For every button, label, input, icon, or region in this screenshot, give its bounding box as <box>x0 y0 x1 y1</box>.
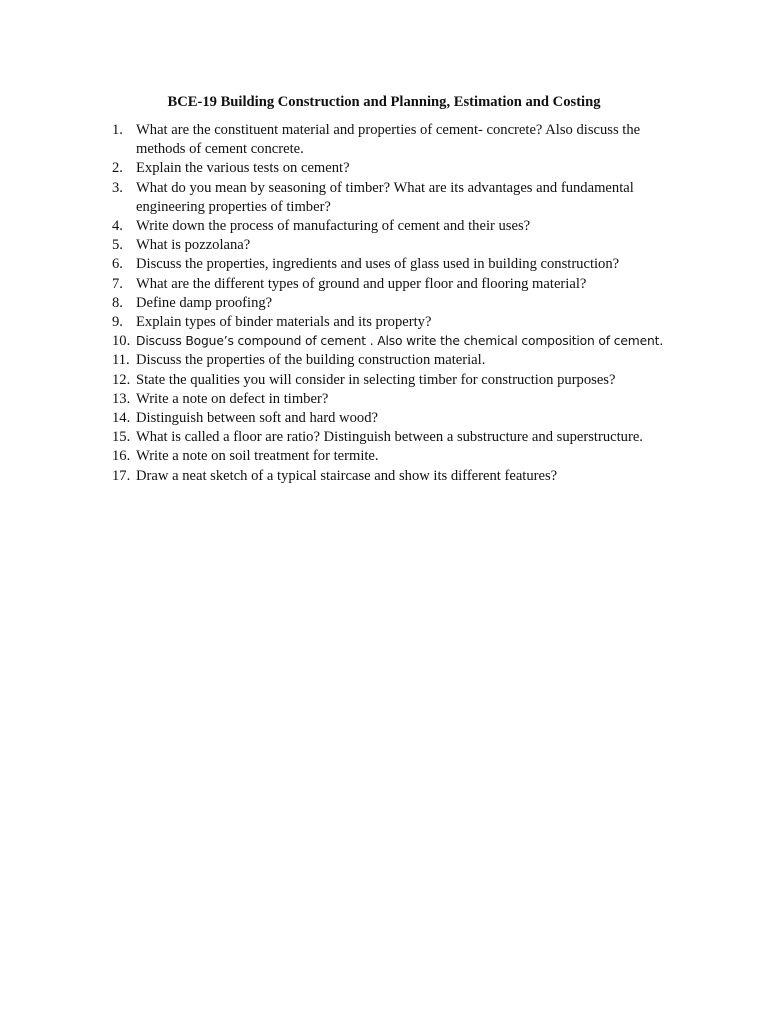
question-number: 8. <box>112 294 123 311</box>
question-number: 7. <box>112 275 123 292</box>
question-item <box>112 179 672 217</box>
question-text: Distinguish between soft and hard wood? <box>136 410 378 427</box>
question-item <box>112 159 672 178</box>
question-number: 10. <box>112 333 131 350</box>
question-list <box>112 121 672 486</box>
question-text: Draw a neat sketch of a typical staircase and show its different features? <box>136 467 558 484</box>
question-text: What are the different types of ground and upper floor and flooring material? <box>136 275 587 292</box>
question-item <box>112 447 672 466</box>
question-number: 11. <box>112 352 130 369</box>
question-text: Discuss the properties of the building construction material. <box>136 352 486 369</box>
question-item <box>112 467 672 486</box>
question-item <box>112 236 672 255</box>
question-number: 5. <box>112 237 123 254</box>
question-number: 9. <box>112 314 123 331</box>
question-item <box>112 255 672 274</box>
question-item <box>112 390 672 409</box>
question-item <box>112 351 672 370</box>
question-text: Write a note on soil treatment for termite. <box>136 448 379 465</box>
question-text: Discuss Bogue’s compound of cement . Also write the chemical composition of cement. <box>136 334 664 349</box>
question-number: 2. <box>112 160 123 177</box>
question-number: 14. <box>112 410 131 427</box>
question-text: Discuss the properties, ingredients and uses of glass used in building construction? <box>136 256 620 273</box>
question-text: Explain types of binder materials and its property? <box>136 314 432 331</box>
document-title: BCE-19 Building Construction and Planning, Estimation and Costing <box>167 94 601 110</box>
question-text: State the qualities you will consider in selecting timber for construction purposes? <box>136 371 616 388</box>
question-item <box>112 275 672 294</box>
question-number: 15. <box>112 429 131 446</box>
question-number: 16. <box>112 448 131 465</box>
question-text: What is pozzolana? <box>136 237 251 254</box>
question-item <box>112 332 672 351</box>
question-item <box>112 409 672 428</box>
question-text: What is called a floor are ratio? Distinguish between a substructure and superstructure. <box>136 429 643 446</box>
question-text: Write down the process of manufacturing of cement and their uses? <box>136 218 531 235</box>
question-item <box>112 217 672 236</box>
question-number: 12. <box>112 371 131 388</box>
question-number: 13. <box>112 390 131 407</box>
question-item <box>112 294 672 313</box>
question-text: Write a note on defect in timber? <box>136 390 329 407</box>
question-text: Explain the various tests on cement? <box>136 160 350 177</box>
question-item <box>112 313 672 332</box>
question-text: Define damp proofing? <box>136 294 273 311</box>
question-number: 3. <box>112 179 123 196</box>
question-text: What are the constituent material and properties of cement- concrete? Also discuss the methods of cement concrete. <box>136 122 641 158</box>
question-number: 1. <box>112 122 123 138</box>
question-number: 6. <box>112 256 123 273</box>
question-item <box>112 371 672 390</box>
question-item <box>112 121 672 159</box>
question-item <box>112 428 672 447</box>
question-number: 4. <box>112 218 123 235</box>
question-number: 17. <box>112 467 131 484</box>
question-text: What do you mean by seasoning of timber? What are its advantages and fundamental engineering properties of timber? <box>136 179 634 215</box>
